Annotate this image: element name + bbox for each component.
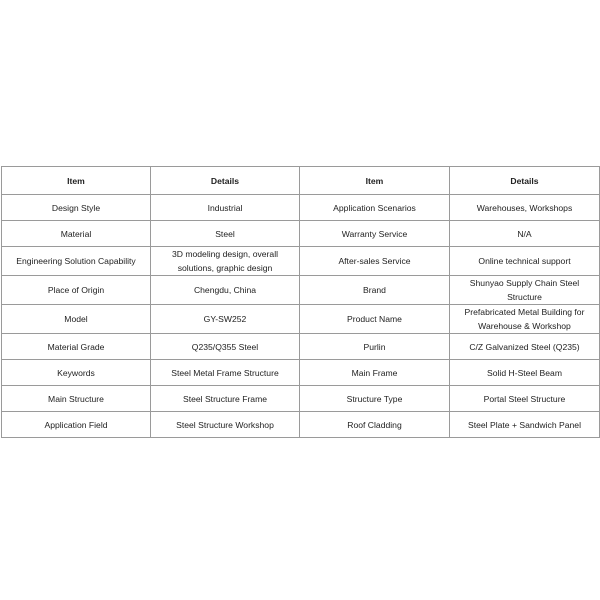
table-cell: Roof Cladding <box>300 412 450 438</box>
table-cell: N/A <box>450 221 600 247</box>
table-row <box>2 195 600 221</box>
table-cell: Q235/Q355 Steel <box>151 334 300 360</box>
table-cell: Application Scenarios <box>300 195 450 221</box>
table-row <box>2 334 600 360</box>
table-cell: After-sales Service <box>300 247 450 276</box>
table-cell: Online technical support <box>450 247 600 276</box>
table-row <box>2 412 600 438</box>
table-row <box>2 276 600 305</box>
spec-table <box>1 166 600 438</box>
table-cell: Structure Type <box>300 386 450 412</box>
table-cell: Material <box>2 221 151 247</box>
table-cell: Material Grade <box>2 334 151 360</box>
table-cell: Keywords <box>2 360 151 386</box>
table-cell: Application Field <box>2 412 151 438</box>
table-row <box>2 386 600 412</box>
header-details: Details <box>151 167 300 195</box>
table-cell: Brand <box>300 276 450 305</box>
table-cell: Portal Steel Structure <box>450 386 600 412</box>
table-cell: Industrial <box>151 195 300 221</box>
table-row <box>2 247 600 276</box>
table-cell: Design Style <box>2 195 151 221</box>
table-cell: Warranty Service <box>300 221 450 247</box>
header-item: Item <box>300 167 450 195</box>
table-cell: Shunyao Supply Chain Steel Structure <box>450 276 600 305</box>
table-header <box>2 167 600 195</box>
table-cell: Purlin <box>300 334 450 360</box>
header-details: Details <box>450 167 600 195</box>
table-cell: Steel Structure Frame <box>151 386 300 412</box>
table-cell: Engineering Solution Capability <box>2 247 151 276</box>
table-row <box>2 360 600 386</box>
table-body <box>2 195 600 438</box>
table-cell: Product Name <box>300 305 450 334</box>
table-cell: C/Z Galvanized Steel (Q235) <box>450 334 600 360</box>
table-cell: Place of Origin <box>2 276 151 305</box>
table-cell: Main Structure <box>2 386 151 412</box>
table-row <box>2 305 600 334</box>
header-item: Item <box>2 167 151 195</box>
table-cell: Warehouses, Workshops <box>450 195 600 221</box>
table-row <box>2 221 600 247</box>
table-cell: 3D modeling design, overall solutions, graphic design <box>151 247 300 276</box>
table-cell: Prefabricated Metal Building for Warehouse & Workshop <box>450 305 600 334</box>
table-cell: GY-SW252 <box>151 305 300 334</box>
table-cell: Solid H-Steel Beam <box>450 360 600 386</box>
header-row <box>2 167 600 195</box>
table-cell: Steel Metal Frame Structure <box>151 360 300 386</box>
table-cell: Steel Plate + Sandwich Panel <box>450 412 600 438</box>
table-cell: Model <box>2 305 151 334</box>
table-cell: Steel Structure Workshop <box>151 412 300 438</box>
table-cell: Main Frame <box>300 360 450 386</box>
table-cell: Steel <box>151 221 300 247</box>
table-cell: Chengdu, China <box>151 276 300 305</box>
